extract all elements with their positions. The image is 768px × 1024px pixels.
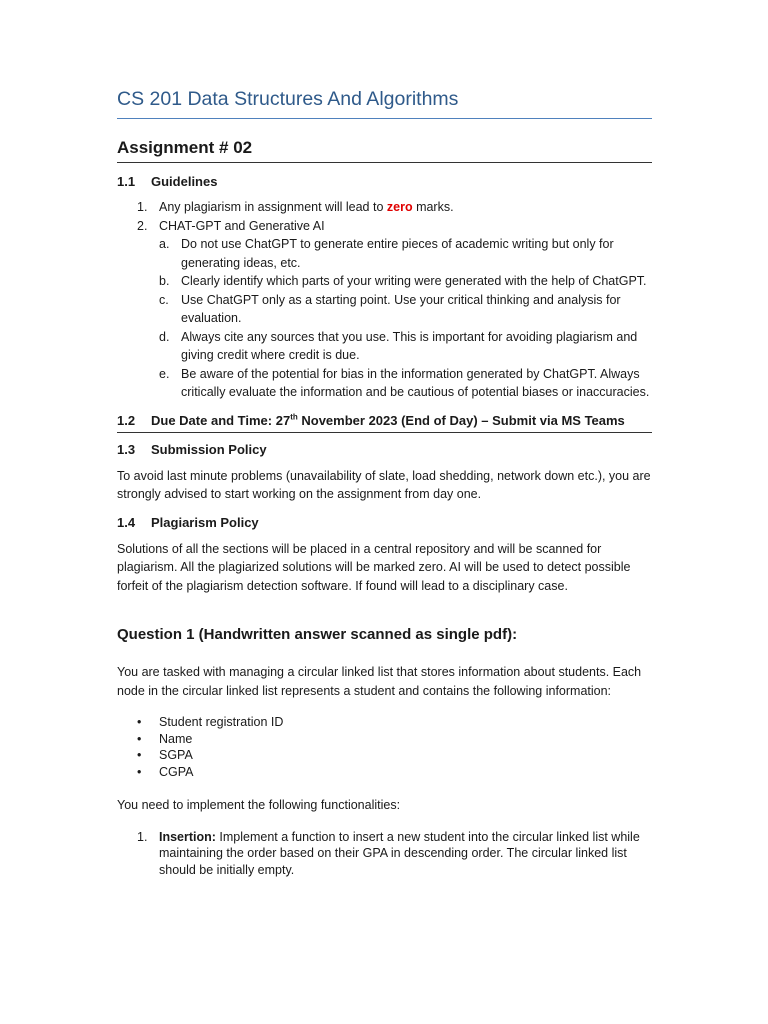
bullet-item bbox=[137, 764, 652, 781]
list-marker: d. bbox=[159, 329, 170, 344]
bullet-icon: • bbox=[137, 715, 142, 729]
plagiarism-heading bbox=[117, 514, 652, 532]
bullet-icon: • bbox=[137, 764, 142, 779]
due-date-heading bbox=[117, 412, 652, 433]
sub-list-item bbox=[159, 272, 652, 291]
guidelines-list bbox=[137, 198, 652, 235]
list-item bbox=[137, 829, 652, 879]
list-item bbox=[137, 217, 652, 236]
list-item bbox=[137, 198, 652, 217]
ordinal-suffix: th bbox=[290, 412, 298, 422]
bullet-icon: • bbox=[137, 731, 142, 746]
question-1-title: Question 1 (Handwritten answer scanned as single pdf): bbox=[117, 626, 518, 643]
list-marker: 1. bbox=[137, 829, 148, 844]
bullet-text: CGPA bbox=[159, 764, 194, 779]
plagiarism-text: Solutions of all the sections will be placed in a central repository and will be scanned for plagiarism. All the plagiarized solutions will be marked zero. AI will be used to detect possible forfeit of the plagiarism detection software. If found will lead to a disciplinary case. bbox=[117, 541, 631, 593]
list-item-text: Always cite any sources that you use. This is important for avoiding plagiarism and giving credit where credit is due. bbox=[181, 329, 638, 362]
list-item-text: Insertion: Implement a function to insert a new student into the circular linked list while maintaining the order based on their GPA in descending order. The circular linked list should be initially empty. bbox=[159, 829, 640, 877]
sub-list-item bbox=[159, 365, 652, 402]
document-content bbox=[117, 86, 652, 878]
list-item-text: Any plagiarism in assignment will lead to zero marks. bbox=[159, 200, 454, 214]
list-marker: 2. bbox=[137, 218, 148, 233]
section-title: Guidelines bbox=[151, 174, 218, 189]
list-item-text: Use ChatGPT only as a starting point. Use your critical thinking and analysis for evaluation. bbox=[181, 292, 621, 325]
list-item-text: Do not use ChatGPT to generate entire pieces of academic writing but only for generating ideas, etc. bbox=[181, 237, 614, 270]
functionalities-intro: You need to implement the following functionalities: bbox=[117, 798, 401, 812]
list-item-text: Clearly identify which parts of your writing were generated with the help of ChatGPT. bbox=[181, 274, 647, 288]
sub-list-item bbox=[159, 291, 652, 328]
ai-guidelines-list bbox=[159, 235, 652, 402]
list-marker: a. bbox=[159, 237, 170, 251]
guidelines-heading bbox=[117, 173, 652, 191]
list-marker: b. bbox=[159, 274, 170, 288]
section-title: Plagiarism Policy bbox=[151, 514, 259, 530]
function-label: Insertion: bbox=[159, 829, 216, 844]
bullet-icon: • bbox=[137, 748, 142, 762]
list-marker: 1. bbox=[137, 200, 148, 214]
list-item-text: CHAT-GPT and Generative AI bbox=[159, 218, 325, 233]
submission-heading bbox=[117, 441, 652, 459]
section-number: 1.3 bbox=[117, 441, 136, 457]
bullet-item bbox=[137, 747, 652, 764]
section-number: 1.4 bbox=[117, 514, 136, 530]
assignment-heading: Assignment # 02 bbox=[117, 137, 652, 163]
list-marker: c. bbox=[159, 292, 169, 307]
functionalities-list bbox=[137, 829, 652, 879]
question-1-intro: You are tasked with managing a circular linked list that stores information about students. Each node in the circular linked list represents a student and contains the following information: bbox=[117, 665, 642, 698]
document-title: CS 201 Data Structures And Algorithms bbox=[117, 86, 652, 119]
section-title: Due Date and Time: 27th November 2023 (End of Day) – Submit via MS Teams bbox=[151, 412, 625, 428]
section-number: 1.1 bbox=[117, 174, 136, 189]
bullet-text: Name bbox=[159, 731, 193, 746]
list-item-text: Be aware of the potential for bias in the information generated by ChatGPT. Always critically evaluate the information and be cautious of potential biases or inaccuracies. bbox=[181, 366, 650, 399]
section-title: Submission Policy bbox=[151, 441, 267, 457]
zero-highlight: zero bbox=[386, 200, 413, 214]
bullet-item bbox=[137, 731, 652, 748]
bullet-text: SGPA bbox=[159, 748, 193, 762]
list-marker: e. bbox=[159, 366, 170, 381]
submission-text: To avoid last minute problems (unavailability of slate, load shedding, network down etc.), you are strongly advised to start working on the assignment from day one. bbox=[117, 468, 651, 501]
bullet-item bbox=[137, 714, 652, 731]
sub-list-item bbox=[159, 328, 652, 365]
sub-list-item bbox=[159, 235, 652, 272]
bullet-text: Student registration ID bbox=[159, 715, 284, 729]
section-number: 1.2 bbox=[117, 412, 136, 428]
student-fields-list bbox=[137, 714, 652, 780]
